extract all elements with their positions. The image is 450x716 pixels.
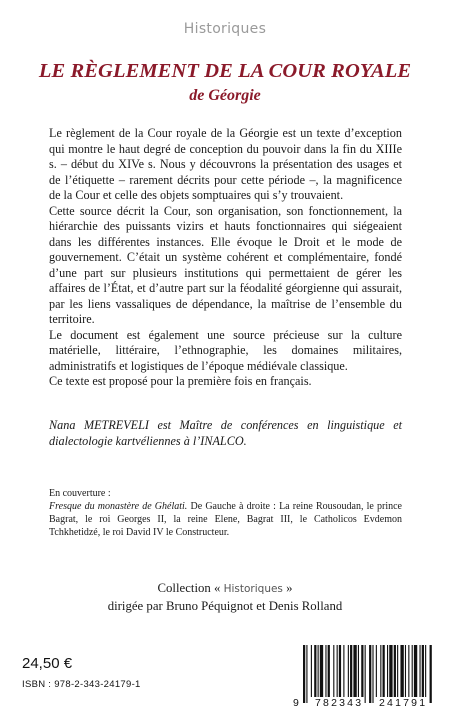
barcode-digits — [292, 697, 440, 709]
series-logo: Historiques — [183, 21, 267, 37]
book-title: LE RÈGLEMENT DE LA COUR ROYALE — [38, 60, 412, 82]
isbn: ISBN : 978-2-343-24179-1 — [22, 679, 141, 690]
barcode-bar — [343, 645, 344, 697]
barcode-right-digits: 241791 — [379, 697, 428, 709]
barcode-bar — [353, 645, 356, 697]
fresco-caption: De Gauche à droite : La reine Rousoudan, le prince Bagrat, le roi Georges II, la reine Elene, Bagrat III, le Catholicos Evdemon Tchkhetidzé, le roi David IV le Constructeur. — [49, 501, 402, 538]
barcode-bar — [361, 645, 363, 697]
barcode-bar — [314, 645, 316, 697]
barcode-bar — [333, 645, 334, 697]
barcode-bar — [372, 645, 373, 703]
summary-paragraph-4: Ce texte est proposé pour la première fois en français. — [49, 374, 312, 388]
collection-series-name: Historiques — [223, 583, 283, 595]
barcode-bar — [325, 645, 326, 697]
barcode-bar — [387, 645, 388, 697]
barcode-bar — [389, 645, 392, 697]
barcode-left-digits: 782343 — [315, 697, 364, 709]
barcode-bar — [383, 645, 385, 697]
summary-paragraph-1: Le règlement de la Cour royale de la Géorgie est un texte d’exception qui montre le haut degré de conception du pouvoir dans la fin du XIIIe s. – début du XIVe s. Nous y découvrons la présentation des usages et de l’étiquette – rarement décrits pour cette période –, la magnificence de la Cour et celle des objets somptuaires qui s’y trouvaient. — [49, 126, 402, 202]
barcode-bar — [430, 645, 432, 703]
barcode-bar — [376, 645, 377, 697]
barcode-bar — [400, 645, 403, 697]
collection-suffix: » — [282, 581, 293, 595]
barcode-bar — [337, 645, 338, 697]
barcode-bar — [412, 645, 413, 697]
barcode-bar — [405, 645, 406, 697]
cover-illustration-note — [49, 487, 402, 539]
barcode-bar — [318, 645, 319, 697]
barcode-bar — [339, 645, 341, 697]
collection-credit — [0, 580, 450, 615]
collection-directors: dirigée par Bruno Péquignot et Denis Rolland — [107, 599, 343, 613]
summary-paragraph-3: Le document est également une source précieuse sur la culture matérielle, littéraire, l’ethnographie, les domaines militaires, administratifs et logistiques de l’époque médiévale classique. — [49, 327, 402, 373]
barcode-lead-digit: 9 — [293, 697, 299, 709]
barcode-bar — [408, 645, 409, 697]
collection-prefix: Collection « — [157, 581, 224, 595]
price: 24,50 € — [22, 655, 73, 672]
barcode-bar — [414, 645, 417, 697]
barcode-bar — [358, 645, 359, 697]
barcode-bar — [350, 645, 352, 697]
barcode-bar — [320, 645, 323, 697]
barcode-bar — [328, 645, 330, 697]
barcode-bar — [380, 645, 381, 697]
barcode-bar — [422, 645, 424, 697]
barcode-bar — [425, 645, 426, 697]
book-subtitle: de Géorgie — [189, 87, 261, 104]
back-cover-summary — [49, 126, 402, 390]
barcode-bar — [348, 645, 349, 697]
barcode-bar — [419, 645, 420, 697]
barcode-bar — [394, 645, 396, 697]
author-note: Nana METREVELI est Maître de conférences en linguistique et dialectologie kartvéliennes à l’INALCO. — [49, 418, 402, 448]
barcode-bar — [397, 645, 398, 697]
barcode-bar — [306, 645, 307, 703]
barcode-bar — [311, 645, 312, 697]
collection-line — [0, 580, 450, 598]
barcode — [292, 645, 440, 707]
barcode-bar — [365, 645, 366, 703]
cover-note-label: En couverture : — [49, 488, 111, 499]
fresco-title: Fresque du monastère de Ghélati. — [49, 501, 188, 512]
barcode-bar — [303, 645, 305, 703]
barcode-bar — [369, 645, 371, 703]
summary-paragraph-2: Cette source décrit la Cour, son organisation, son fonctionnement, la hiérarchie des puissants vizirs et hauts fonctionnaires qui siégeaient dans les différentes instances. Elle évoque le Droit et le mode de gouvernement. C’était un système cohérent et complémentaire, fondé d’une part sur plusieurs institutions qui permettaient de gérer les affaires de l’État, et d’autre part sur la féodalité géorgienne qui assurait, par les liens vassaliques de dépendance, la maîtrise de l’ensemble du territoire. — [49, 203, 402, 326]
